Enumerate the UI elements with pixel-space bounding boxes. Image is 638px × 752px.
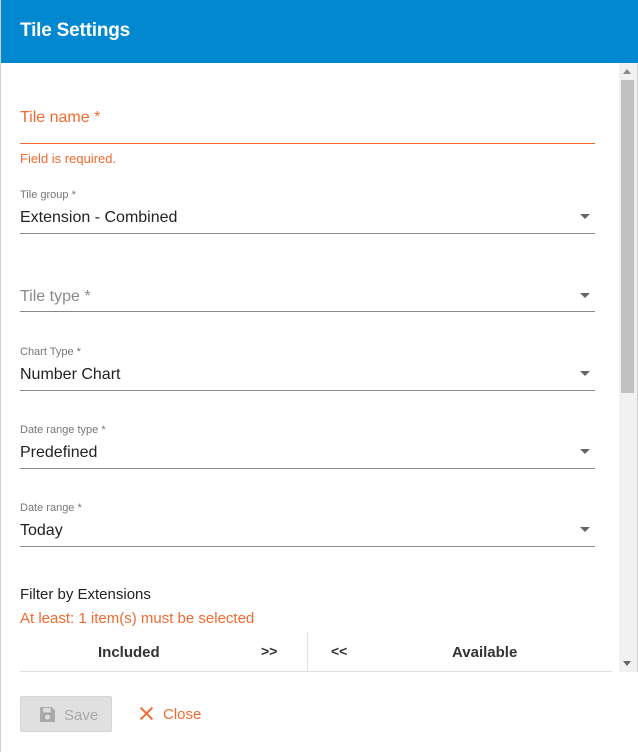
chart-type-underline [20,390,595,391]
scrollbar-thumb[interactable] [621,80,634,393]
save-button[interactable] [20,696,112,732]
dialog-footer [1,672,638,752]
dialog-body [1,63,638,672]
chart-type-value: Number Chart [20,366,121,383]
chevron-down-icon [580,214,590,219]
tile-type-underline [20,311,595,312]
date-range-select[interactable] [20,502,595,547]
date-range-value: Today [20,522,63,539]
save-icon [39,706,56,723]
tile-name-field[interactable] [20,109,595,165]
chart-type-select[interactable] [20,346,595,391]
filter-title: Filter by Extensions [20,586,151,603]
tile-name-underline [20,143,595,144]
close-icon [139,706,154,721]
tile-type-select[interactable] [20,288,595,312]
tile-name-error: Field is required. [20,151,117,166]
move-all-left-button[interactable]: << [331,643,348,659]
available-header: Available [452,644,518,661]
dual-list-divider [307,632,308,672]
close-button-label: Close [163,706,202,723]
date-range-type-value: Predefined [20,444,98,461]
tile-group-value: Extension - Combined [20,209,178,226]
tile-type-placeholder: Tile type * [20,288,91,305]
date-range-label: Date range * [20,502,82,514]
date-range-underline [20,546,595,547]
scroll-up-icon[interactable] [623,69,631,74]
date-range-type-select[interactable] [20,424,595,469]
included-header: Included [98,644,160,661]
vertical-scrollbar[interactable] [619,63,637,672]
tile-group-select[interactable] [20,189,595,234]
tile-name-label: Tile name * [20,109,101,126]
dialog-title: Tile Settings [20,20,131,41]
chevron-down-icon [580,371,590,376]
scroll-down-icon[interactable] [623,661,631,666]
chevron-down-icon [580,449,590,454]
move-all-right-button[interactable]: >> [261,643,278,659]
filter-error: At least: 1 item(s) must be selected [20,610,255,627]
dialog-header [1,0,638,63]
save-button-label: Save [64,707,99,724]
chevron-down-icon [580,527,590,532]
tile-group-underline [20,233,595,234]
chevron-down-icon [580,293,590,298]
tile-group-label: Tile group * [20,189,76,201]
dual-list-header [20,632,612,672]
chart-type-label: Chart Type * [20,346,81,358]
date-range-type-underline [20,468,595,469]
date-range-type-label: Date range type * [20,424,106,436]
